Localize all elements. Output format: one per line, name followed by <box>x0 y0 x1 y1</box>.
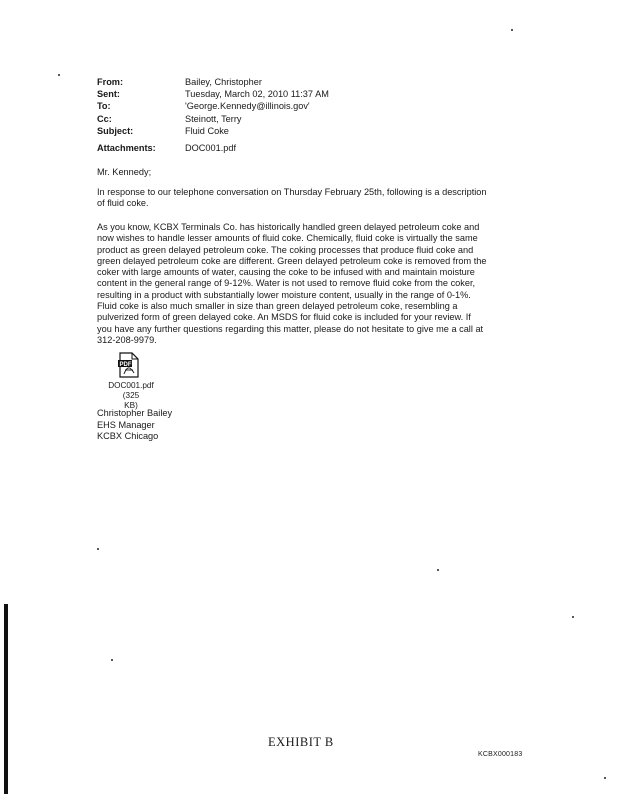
subject-label: Subject: <box>97 125 134 136</box>
to-value: 'George.Kennedy@illinois.gov' <box>185 101 310 112</box>
bates-number: KCBX000183 <box>478 751 523 758</box>
to-label: To: <box>97 101 111 112</box>
header-from-row <box>97 76 329 88</box>
signature-block <box>97 408 172 443</box>
scan-speck <box>111 659 113 661</box>
body-line: coker with large amounts of water, causing the coke to be infused with and maintain moisture <box>97 267 475 278</box>
attachment-caption-line1: DOC001.pdf (325 <box>108 381 154 400</box>
body-line: 312-208-9979. <box>97 334 157 345</box>
header-to-row <box>97 100 329 112</box>
body-line: content in the general range of 9-12%. Water is not used to remove fluid coke from the coker, <box>97 278 476 289</box>
body-line: In response to our telephone conversation on Thursday February 25th, following is a description <box>97 187 487 197</box>
pdf-file-icon[interactable] <box>118 352 140 383</box>
scan-speck <box>511 29 513 31</box>
signature-title: EHS Manager <box>97 419 155 430</box>
body-line: resulting in a product with substantially lower moisture content, usually in the range of 0-1%. <box>97 289 471 300</box>
body-paragraph-1 <box>97 187 487 210</box>
header-cc-row <box>97 113 329 125</box>
from-label: From: <box>97 77 124 87</box>
signature-company: KCBX Chicago <box>97 431 159 442</box>
scan-speck <box>437 569 439 571</box>
attachment-caption[interactable] <box>100 381 162 411</box>
email-header <box>97 76 329 137</box>
body-line: of fluid coke. <box>97 198 149 209</box>
exhibit-label: EXHIBIT B <box>268 735 334 749</box>
from-value: Bailey, Christopher <box>185 77 262 87</box>
attachments-value: DOC001.pdf <box>185 143 237 153</box>
scan-speck <box>97 548 99 550</box>
sent-label: Sent: <box>97 89 120 100</box>
cc-label: Cc: <box>97 113 112 124</box>
body-line: now wishes to handle lesser amounts of fluid coke. Chemically, fluid coke is virtually the same <box>97 233 478 244</box>
body-line: Fluid coke is also much smaller in size than green delayed petroleum coke, resembling a <box>97 301 458 312</box>
header-subject-row <box>97 125 329 137</box>
salutation: Mr. Kennedy; <box>97 167 152 177</box>
attachments-label: Attachments: <box>97 143 156 153</box>
scan-speck <box>58 74 60 76</box>
sent-value: Tuesday, March 02, 2010 11:37 AM <box>185 89 329 100</box>
header-sent-row <box>97 88 329 100</box>
scan-binder-bar <box>4 604 8 794</box>
attachment-caption-line2: KB) <box>124 401 138 410</box>
scan-speck <box>572 616 574 618</box>
cc-value: Steinott, Terry <box>185 113 242 124</box>
scan-speck <box>604 777 606 779</box>
body-line: green delayed petroleum coke are different. Green delayed petroleum coke is removed from the <box>97 255 487 266</box>
body-line: pulverized form of green delayed coke. An MSDS for fluid coke is included for your review. If <box>97 312 471 323</box>
attachments-row <box>97 143 236 153</box>
body-line: product as green delayed petroleum coke. The coking processes that produce fluid coke and <box>97 244 474 255</box>
signature-name: Christopher Bailey <box>97 408 173 418</box>
subject-value: Fluid Coke <box>185 125 229 136</box>
svg-text:PDF: PDF <box>119 362 132 368</box>
body-line: As you know, KCBX Terminals Co. has historically handled green delayed petroleum coke and <box>97 222 480 232</box>
body-paragraph-2 <box>97 222 487 346</box>
body-line: you have any further questions regarding this matter, please do not hesitate to give me a call at <box>97 323 484 334</box>
